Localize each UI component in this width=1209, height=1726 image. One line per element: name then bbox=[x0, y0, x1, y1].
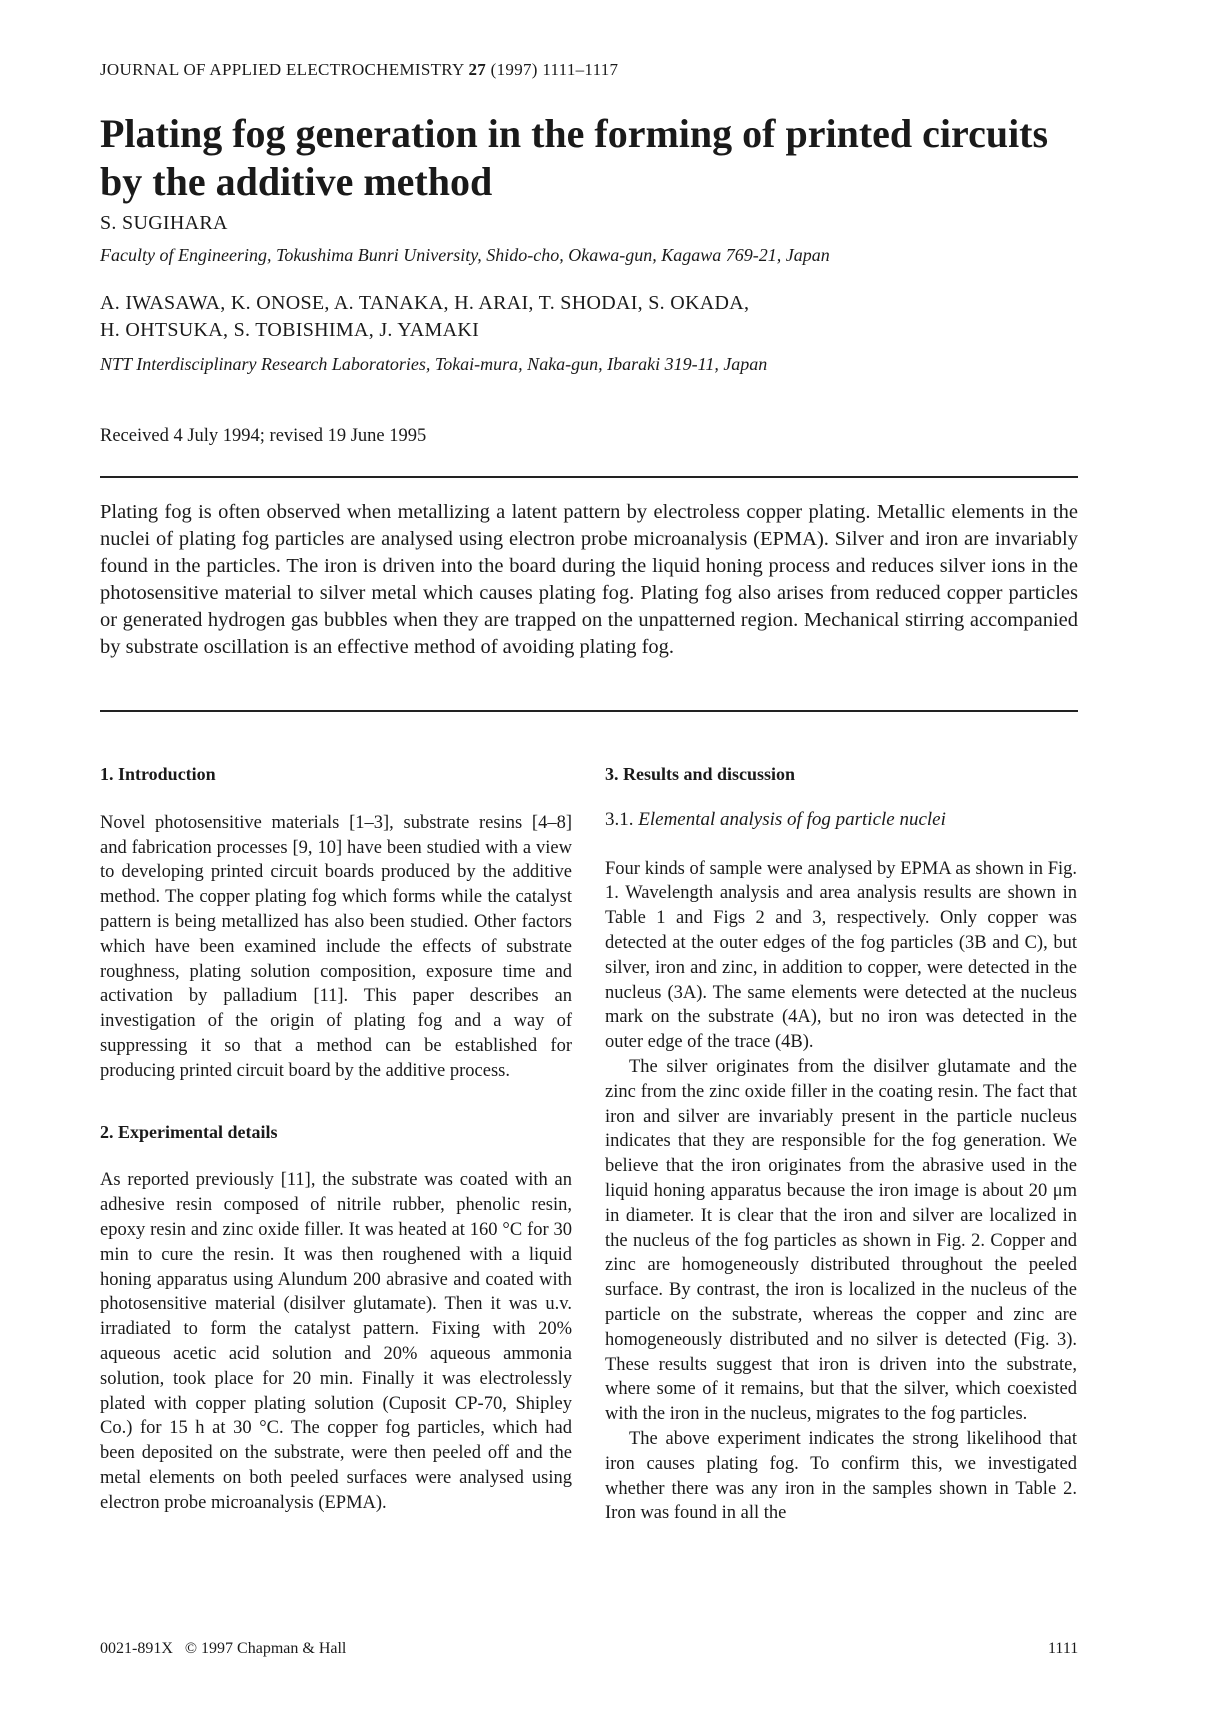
section-heading-introduction: 1. Introduction bbox=[100, 764, 216, 784]
journal-volume: 27 bbox=[468, 60, 487, 79]
footer-left bbox=[100, 1640, 346, 1658]
author-line-1: S. SUGIHARA bbox=[100, 212, 228, 234]
abstract-top-rule bbox=[100, 476, 1078, 478]
right-column bbox=[605, 762, 1077, 1526]
copyright: © 1997 Chapman & Hall bbox=[184, 1640, 347, 1657]
journal-year-pages: (1997) 1111–1117 bbox=[490, 60, 619, 79]
subsection-heading bbox=[605, 808, 1077, 833]
paper-title: Plating fog generation in the forming of printed circuits by the additive method bbox=[100, 111, 1049, 204]
issn: 0021-891X bbox=[100, 1640, 173, 1657]
affiliation-2: NTT Interdisciplinary Research Laboratories, Tokai-mura, Naka-gun, Ibaraki 319-11, Japan bbox=[100, 354, 768, 374]
experimental-text: As reported previously [11], the substrate was coated with an adhesive resin composed of nitrile rubber, phenolic resin, epoxy resin and zinc oxide filler. It was heated at 160 °C for 30 min to cure the resin. It was then roughened with a liquid honing apparatus using Alundum 200 abrasive and coated with photosensitive material (disilver glutamate). Then it was u.v. irradiated to form the catalyst pattern. Fixing with 20% aqueous acetic acid solution and 20% aqueous ammonia solution, took place for 20 min. Finally it was electrolessly plated with copper plating solution (Cuposit CP-70, Shipley Co.) for 15 h at 30 °C. The copper fog particles, which had been deposited on the substrate, were then peeled off and the metal elements on both peeled surfaces were analysed using electron probe microanalysis (EPMA). bbox=[100, 1170, 572, 1513]
author-line-3: H. OHTSUKA, S. TOBISHIMA, J. YAMAKI bbox=[100, 319, 480, 341]
subsection-title: Elemental analysis of fog particle nuclei bbox=[638, 808, 946, 830]
author-line-2: A. IWASAWA, K. ONOSE, A. TANAKA, H. ARAI, T. SHODAI, S. OKADA, bbox=[100, 292, 750, 314]
left-column bbox=[100, 762, 572, 1516]
journal-header bbox=[100, 60, 618, 80]
page-number: 1111 bbox=[1048, 1640, 1079, 1657]
section-heading-results: 3. Results and discussion bbox=[605, 764, 796, 784]
results-paragraph-2: The silver originates from the disilver glutamate and the zinc from the zinc oxide filler in the coating resin. The fact that iron and silver are invariably present in the particle nucleus indicates that they are responsible for the fog generation. We believe that the iron originates from the abrasive used in the liquid honing apparatus because the iron image is about 20 μm in diameter. It is clear that the iron and silver are localized in the nucleus of the fog particles as shown in Fig. 2. Copper and zinc are homogeneously distributed throughout the peeled surface. By contrast, the iron is localized in the nucleus of the particle on the substrate, whereas the copper and zinc are homogeneously distributed and no silver is detected (Fig. 3). These results suggest that iron is driven into the substrate, where some of it remains, but that the silver, which coexisted with the iron in the nucleus, migrates to the fog particles. bbox=[605, 1056, 1077, 1425]
abstract: Plating fog is often observed when metallizing a latent pattern by electroless copper plating. Metallic elements in the nuclei of plating fog particles are analysed using electron probe microanalysis (EPMA). Silver and iron are invariably found in the particles. The iron is driven into the board during the liquid honing process and reduces silver ions in the photosensitive material to silver metal which causes plating fog. Plating fog also arises from reduced copper particles or generated hydrogen gas bubbles when they are trapped on the unpatterned region. Mechanical stirring accompanied by substrate oscillation is an effective method of avoiding plating fog. bbox=[100, 501, 1078, 658]
section-heading-experimental: 2. Experimental details bbox=[100, 1121, 278, 1142]
abstract-bottom-rule bbox=[100, 710, 1078, 712]
results-paragraph-3: The above experiment indicates the strong likelihood that iron causes plating fog. To confirm this, we investigated whether there was any iron in the samples shown in Table 2. Iron was found in all the bbox=[605, 1428, 1077, 1524]
received-date: Received 4 July 1994; revised 19 June 1995 bbox=[100, 426, 427, 446]
journal-name: JOURNAL OF APPLIED ELECTROCHEMISTRY bbox=[100, 60, 464, 79]
subsection-number: 3.1. bbox=[605, 808, 634, 830]
results-paragraph-1: Four kinds of sample were analysed by EPMA as shown in Fig. 1. Wavelength analysis and area analysis results are shown in Table 1 and Figs 2 and 3, respectively. Only copper was detected at the outer edges of the fog particles (3B and C), but silver, iron and zinc, in addition to copper, were detected in the nucleus (3A). The same elements were detected at the nucleus mark on the substrate (4A), but no iron was detected in the outer edge of the trace (4B). bbox=[605, 858, 1077, 1053]
affiliation-1: Faculty of Engineering, Tokushima Bunri University, Shido-cho, Okawa-gun, Kagawa 769-21, Japan bbox=[100, 245, 830, 265]
introduction-text: Novel photosensitive materials [1–3], substrate resins [4–8] and fabrication processes [9, 10] have been studied with a view to developing printed circuit boards produced by the additive method. The copper plating fog which forms while the catalyst pattern is being metallized has also been studied. Other factors which have been examined include the effects of substrate roughness, plating solution composition, exposure time and activation by palladium [11]. This paper describes an investigation of the origin of plating fog and a way of suppressing it so that a method can be established for producing printed circuit board by the additive process. bbox=[100, 812, 572, 1081]
